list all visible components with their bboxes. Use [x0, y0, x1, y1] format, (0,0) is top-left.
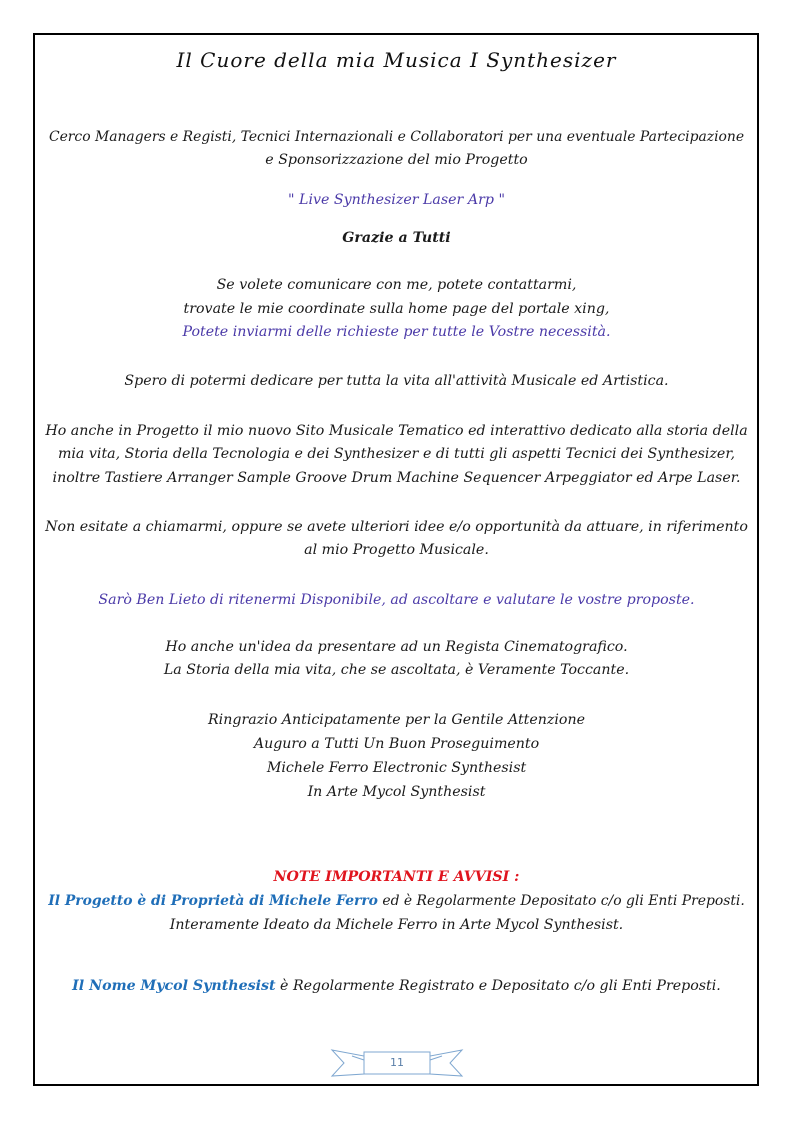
film-line-2: La Storia della mia vita, che se ascoltata, è Veramente Toccante.	[163, 662, 630, 678]
intro-line-1: Cerco Managers e Registi, Tecnici Internazionali e Collaboratori per una eventuale Partecipazione	[48, 129, 745, 145]
contact-line-3: Potete inviarmi delle richieste per tutte le Vostre necessità.	[182, 324, 611, 340]
notes-ideated-line: Interamente Ideato da Michele Ferro in Arte Mycol Synthesist.	[169, 917, 624, 933]
call-line-2: al mio Progetto Musicale.	[304, 542, 489, 558]
closing-line-1: Ringrazio Anticipatamente per la Gentile Attenzione	[208, 712, 585, 728]
notes-property-line	[45, 890, 748, 912]
film-line-1: Ho anche un'idea da presentare ad un Regista Cinematografico.	[165, 639, 628, 655]
contact-line-1: Se volete comunicare con me, potete contattarmi,	[216, 277, 577, 293]
available-text: Sarò Ben Lieto di ritenermi Disponibile, ad ascoltare e valutare le vostre proposte.	[98, 592, 695, 608]
intro-line-2: e Sponsorizzazione del mio Progetto	[265, 152, 528, 168]
name-rest: è Regolarmente Registrato e Depositato c/o gli Enti Preposti.	[275, 978, 721, 994]
project-site-line-2: mia vita, Storia della Tecnologia e dei Synthesizer e di tutti gli aspetti Tecnici dei Synthesizer,	[57, 446, 736, 462]
property-highlight: Il Progetto è di Proprietà di Michele Ferro	[48, 893, 378, 909]
project-site-line-1: Ho anche in Progetto il mio nuovo Sito Musicale Tematico ed interattivo dedicato alla storia della	[45, 423, 748, 439]
closing-line-2: Auguro a Tutti Un Buon Proseguimento	[253, 736, 540, 752]
page-number: 11	[390, 1056, 404, 1069]
property-rest: ed è Regolarmente Depositato c/o gli Enti Preposti.	[377, 893, 745, 909]
notes-heading: NOTE IMPORTANTI E AVVISI :	[273, 869, 520, 885]
hope-text: Spero di potermi dedicare per tutta la vita all'attività Musicale ed Artistica.	[124, 373, 669, 389]
thanks-text: Grazie a Tutti	[342, 230, 451, 246]
call-line-1: Non esitate a chiamarmi, oppure se avete ulteriori idee e/o opportunità da attuare, in riferimento	[45, 519, 748, 535]
closing-line-4: In Arte Mycol Synthesist	[307, 784, 486, 800]
contact-line-2: trovate le mie coordinate sulla home page del portale xing,	[183, 301, 610, 317]
closing-line-3: Michele Ferro Electronic Synthesist	[266, 760, 527, 776]
page-title: Il Cuore della mia Musica I Synthesizer	[176, 48, 617, 72]
project-site-line-3: inoltre Tastiere Arranger Sample Groove Drum Machine Sequencer Arpeggiator ed Arpe Laser.	[52, 470, 741, 486]
name-highlight: Il Nome Mycol Synthesist	[72, 978, 276, 994]
project-name: " Live Synthesizer Laser Arp "	[288, 192, 505, 208]
notes-name-line	[45, 975, 748, 997]
